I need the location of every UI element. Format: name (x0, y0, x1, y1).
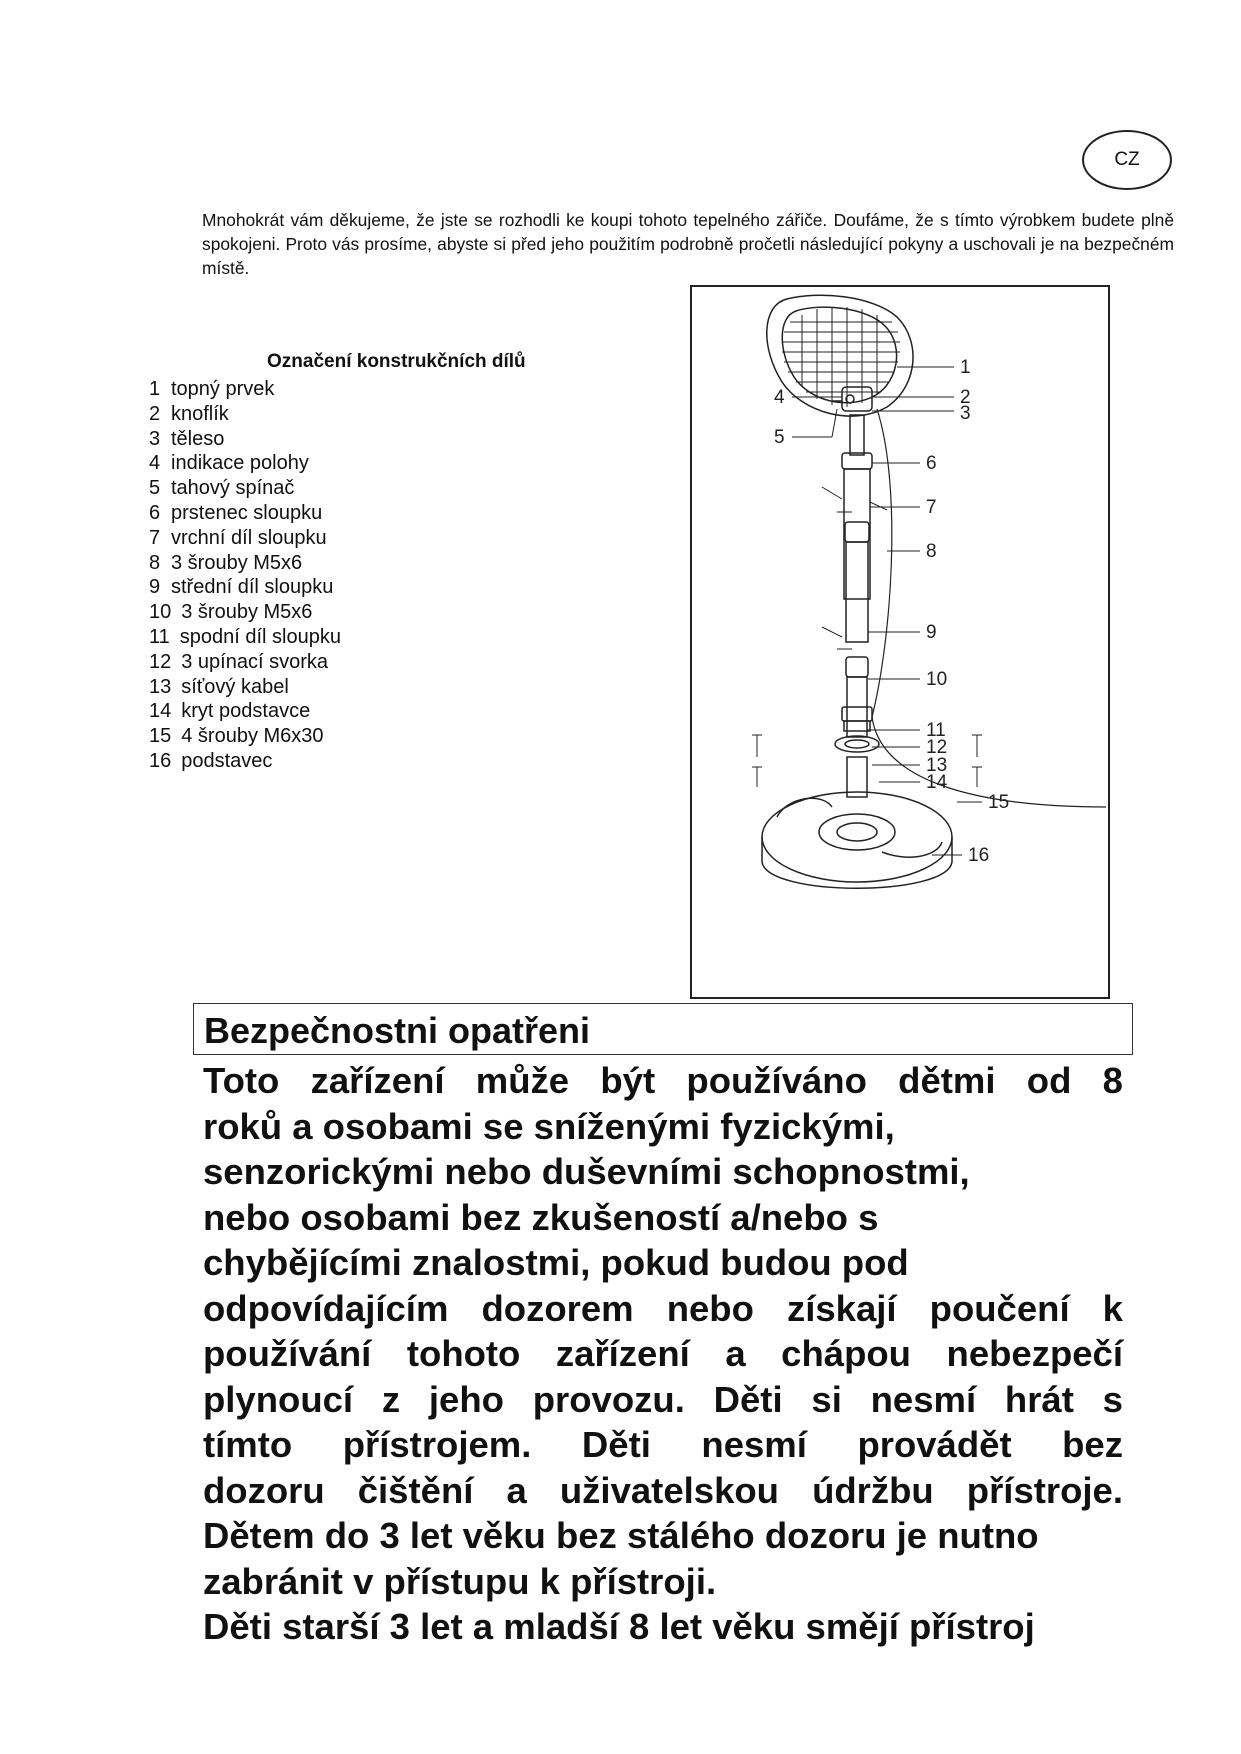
safety-line: odpovídajícím dozorem nebo získají poučení k (203, 1287, 1123, 1329)
parts-list-item (149, 551, 341, 576)
parts-list-item (149, 526, 341, 551)
part-label: 3 šrouby M5x6 (181, 601, 313, 624)
part-number: 16 (149, 749, 172, 772)
safety-paragraph (203, 1058, 1123, 1650)
callout-16: 16 (968, 845, 990, 866)
parts-list-item (149, 451, 341, 476)
part-number: 14 (149, 700, 172, 723)
part-label: spodní díl sloupku (179, 625, 341, 648)
part-number: 8 (149, 551, 161, 574)
part-label: topný prvek (171, 378, 275, 400)
part-label: tahový spínač (171, 477, 295, 500)
callout-1: 1 (960, 357, 971, 378)
part-label: 3 šrouby M5x6 (171, 551, 303, 574)
middle-pole-drawing (846, 542, 868, 642)
safety-line: zabránit v přístupu k přístroji. (203, 1560, 717, 1602)
part-number: 1 (149, 378, 161, 400)
parts-list-item (149, 699, 341, 724)
safety-line: plynoucí z jeho provozu. Děti si nesmí hrát s (203, 1378, 1123, 1420)
safety-line: používání tohoto zařízení a chápou nebezpečí (203, 1333, 1123, 1374)
parts-list-item (149, 675, 341, 700)
safety-heading-box (193, 1003, 1133, 1055)
part-label: kryt podstavce (181, 700, 311, 723)
base-cover-drawing (835, 736, 879, 752)
part-number: 10 (149, 601, 172, 624)
safety-line: chybějícími znalostmi, pokud budou pod (203, 1242, 909, 1283)
top-pole-section (844, 469, 870, 599)
callout-11: 11 (926, 720, 946, 741)
part-number: 2 (149, 402, 161, 425)
callout-10: 10 (926, 669, 948, 690)
parts-list-item (149, 377, 341, 402)
part-label: podstavec (181, 749, 273, 772)
parts-list-item (149, 724, 341, 749)
part-number: 3 (149, 427, 161, 450)
parts-list-item (149, 749, 341, 774)
base-drawing (762, 792, 952, 888)
callout-12: 12 (926, 737, 948, 758)
parts-list-item (149, 625, 341, 650)
callout-4: 4 (774, 387, 785, 408)
parts-list-item (149, 501, 341, 526)
part-number: 5 (149, 477, 161, 500)
callout-6: 6 (926, 453, 937, 474)
part-label: těleso (171, 427, 225, 450)
part-number: 9 (149, 576, 161, 599)
part-label: síťový kabel (181, 675, 289, 698)
part-number: 13 (149, 675, 172, 698)
part-label: 4 šrouby M6x30 (181, 725, 324, 748)
callout-15: 15 (988, 792, 1010, 813)
callout-3: 3 (960, 403, 971, 424)
callout-13: 13 (926, 755, 948, 776)
part-number: 12 (149, 650, 172, 673)
parts-list-item (149, 575, 341, 600)
parts-list-item (149, 650, 341, 675)
parts-list-item (149, 427, 341, 452)
parts-heading: Označení konstrukčních dílů (267, 351, 526, 372)
safety-title: Bezpečnostni opatřeni (204, 1010, 591, 1051)
callout-14: 14 (926, 772, 948, 793)
part-label: vrchní díl sloupku (171, 526, 327, 549)
callout-5: 5 (774, 427, 785, 448)
diagram-drawing (692, 287, 1108, 997)
upper-pole-drawing (850, 415, 864, 455)
parts-list-item (149, 600, 341, 625)
part-label: indikace polohy (171, 452, 309, 475)
language-badge: CZ (1082, 130, 1172, 190)
part-label: knoflík (171, 402, 229, 425)
callout-9: 9 (926, 622, 937, 643)
safety-line: nebo osobami bez zkušeností a/nebo s (203, 1196, 879, 1238)
parts-list-item (149, 476, 341, 501)
part-number: 15 (149, 725, 172, 748)
part-label: prstenec sloupku (171, 501, 323, 524)
parts-list (149, 377, 341, 774)
safety-line: Toto zařízení může být používáno dětmi od 8 (203, 1060, 1123, 1101)
safety-line: Děti starší 3 let a mladší 8 let věku smějí přístroj (203, 1606, 1035, 1647)
safety-line: Dětem do 3 let věku bez stálého dozoru je nutno (203, 1515, 1039, 1556)
parts-list-item (149, 402, 341, 427)
callout-7: 7 (926, 497, 937, 518)
callout-2: 2 (960, 387, 971, 408)
part-number: 11 (149, 625, 170, 648)
heating-element-drawing (767, 295, 913, 416)
part-number: 6 (149, 501, 161, 524)
safety-line: roků a osobami se sníženými fyzickými, (203, 1105, 895, 1147)
intro-paragraph: Mnohokrát vám děkujeme, že jste se rozhodli ke koupi tohoto tepelného zářiče. Doufáme, že s tímto výrobkem budete plně spokojeni. Proto vás prosíme, abyste si před jeho použitím podrobně pročetli následující pokyny a uschovali je na bezpečném místě. (202, 210, 1174, 278)
part-number: 7 (149, 526, 161, 549)
part-label: střední díl sloupku (171, 576, 334, 599)
part-label: 3 upínací svorka (181, 650, 328, 673)
callout-8: 8 (926, 541, 937, 562)
part-number: 4 (149, 452, 161, 475)
safety-line: senzorickými nebo duševními schopnostmi, (203, 1151, 970, 1192)
heater-exploded-diagram (690, 285, 1110, 999)
safety-line: tímto přístrojem. Děti nesmí provádět bez (203, 1424, 1123, 1465)
safety-line: dozoru čištění a uživatelskou údržbu přístroje. (203, 1469, 1123, 1511)
